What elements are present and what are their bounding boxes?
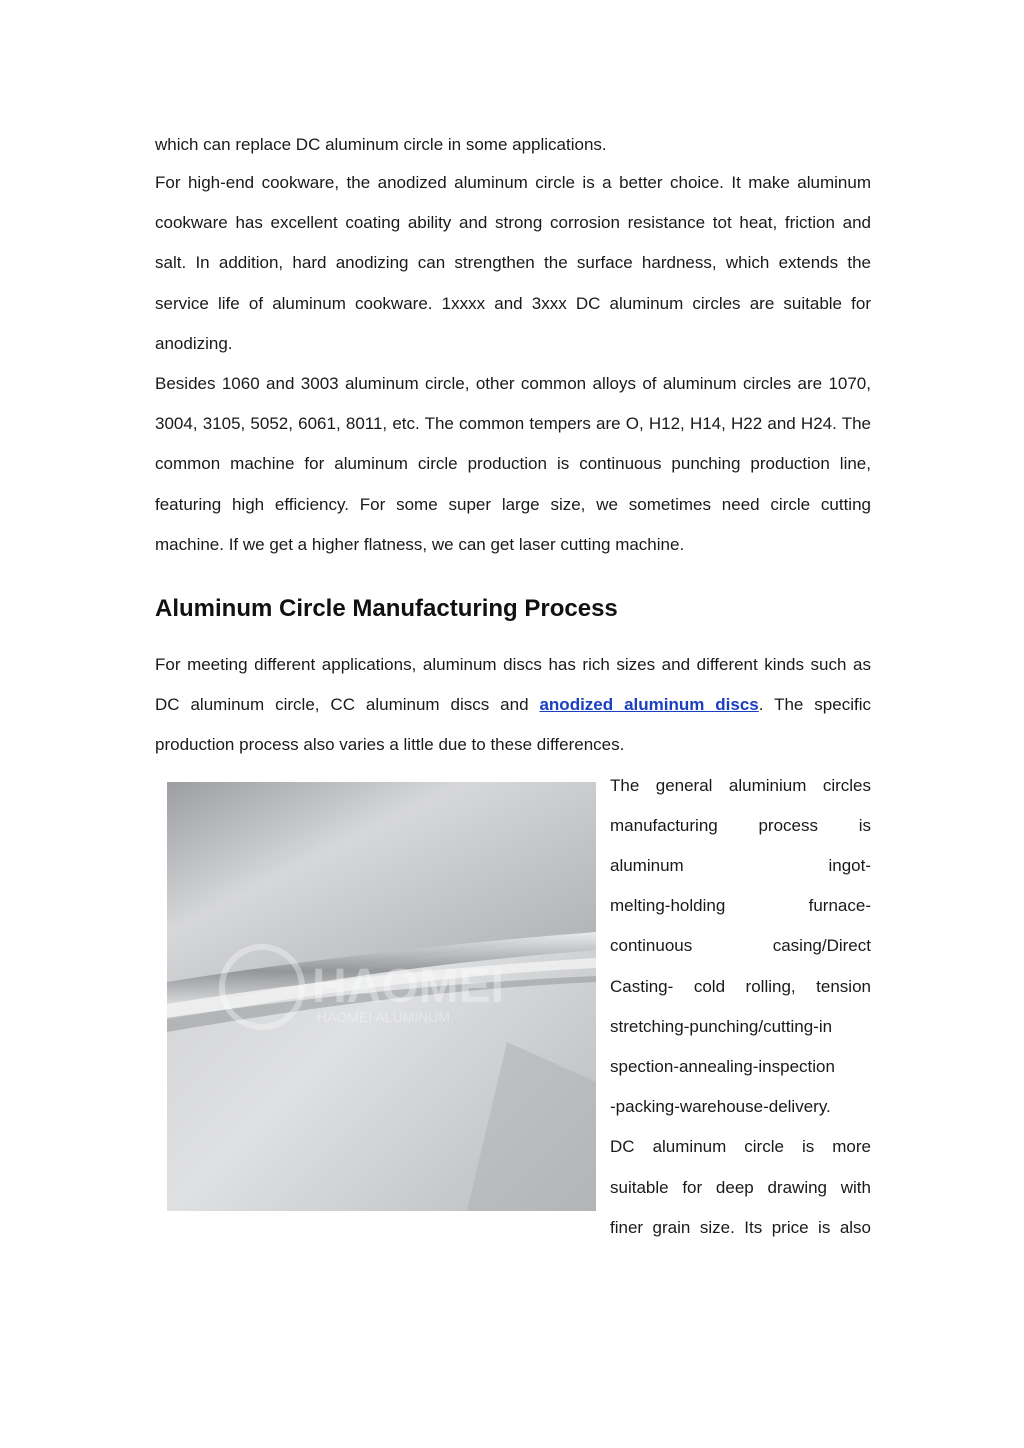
side-line: aluminum ingot- (610, 856, 871, 876)
anodized-discs-link[interactable]: anodized aluminum discs (539, 695, 759, 715)
side-line: suitable for deep drawing with (610, 1177, 871, 1197)
side-line: spection-annealing-inspection (610, 1057, 835, 1077)
side-line: Casting- cold rolling, tension (610, 976, 871, 996)
aluminum-stack-illustration (167, 782, 596, 1211)
alloys-paragraph: Besides 1060 and 3003 aluminum circle, other common alloys of aluminum circles are 1070, 3004, 3105, 5052, 6061, 8011, etc. The common tempers are O, H12, H14, H22 and H24. The common machine for aluminum circle production is continuous punching production line, featuring high efficiency. For some super large size, we sometimes need circle cutting machine. If we get a higher flatness, we can get laser cutting machine. (155, 374, 871, 554)
image-text-section (155, 766, 871, 1246)
side-line: melting-holding furnace- (610, 896, 871, 916)
side-line: continuous casing/Direct (610, 936, 871, 956)
watermark-subtext: HAOMEI ALUMINUM (317, 1008, 451, 1025)
process-paragraph (155, 645, 871, 766)
side-line: manufacturing process is (610, 815, 871, 835)
aluminum-circles-photo (167, 782, 596, 1211)
cookware-paragraph: For high-end cookware, the anodized aluminum circle is a better choice. It make aluminum cookware has excellent coating ability and strong corrosion resistance tot heat, friction and salt. In addition, hard anodizing can strengthen the surface hardness, which extends the service life of aluminum cookware. 1xxxx and 3xxx DC aluminum circles are suitable for anodizing. (155, 173, 871, 353)
process-side-text (610, 766, 871, 1248)
process-heading: Aluminum Circle Manufacturing Process (155, 595, 618, 623)
side-line: The general aluminium circles (610, 775, 871, 795)
side-line: finer grain size. Its price is also (610, 1217, 871, 1237)
side-line: DC aluminum circle is more (610, 1137, 871, 1157)
process-text-before: For meeting different applications, aluminum discs has rich sizes and different kinds such as DC aluminum circle, CC aluminum discs and (155, 655, 871, 715)
side-line: stretching-punching/cutting-in (610, 1016, 833, 1036)
intro-end-paragraph: which can replace DC aluminum circle in some applications. (155, 135, 607, 154)
side-line: -packing-warehouse-delivery. (610, 1097, 831, 1117)
watermark-text: HAOMEI (312, 959, 504, 1013)
process-text-after: . The specific production process also varies a little due to these differences. (155, 695, 871, 755)
document-page (155, 126, 871, 1246)
